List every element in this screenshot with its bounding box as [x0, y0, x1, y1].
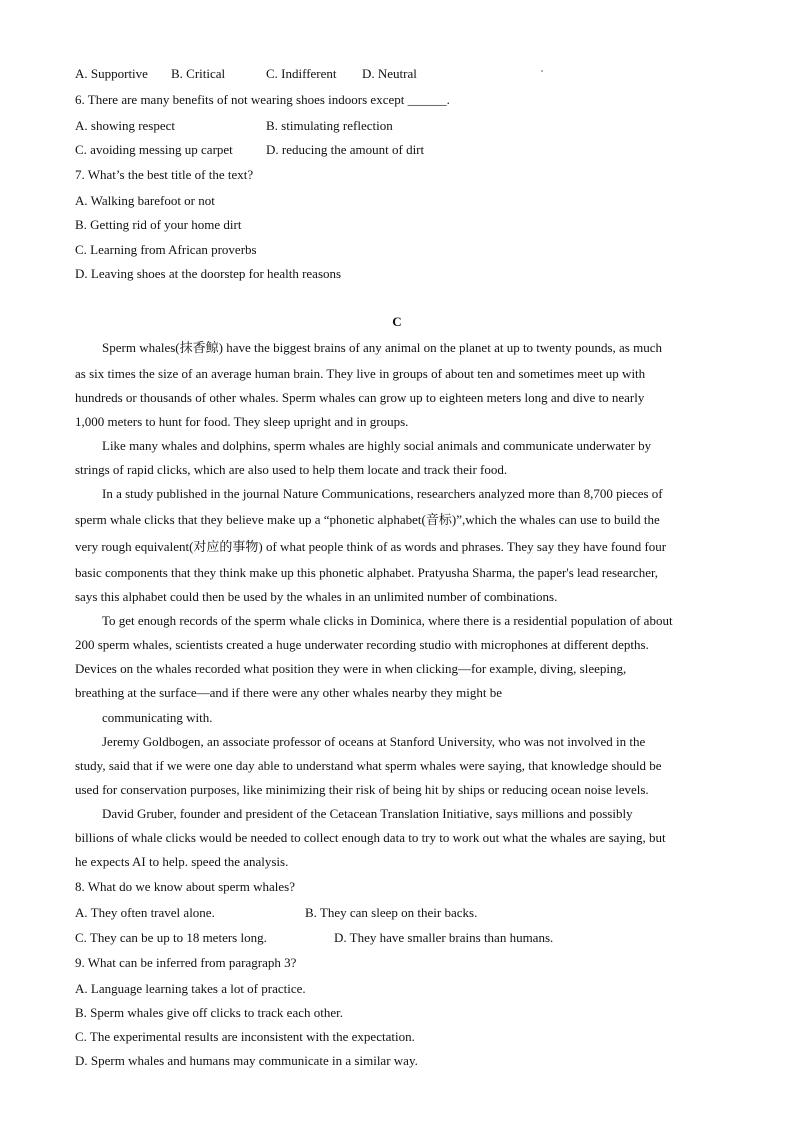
- q5-option-c: C. Indifferent: [266, 66, 337, 81]
- q8-option-a: A. They often travel alone.: [75, 905, 215, 920]
- q8-option-d: D. They have smaller brains than humans.: [334, 930, 554, 945]
- passage-line: 1,000 meters to hunt for food. They sleep upright and in groups.: [75, 414, 409, 429]
- q7-option-d: D. Leaving shoes at the doorstep for health reasons: [75, 266, 342, 281]
- q9-stem: 9. What can be inferred from paragraph 3?: [75, 955, 297, 970]
- q7-stem: 7. What’s the best title of the text?: [75, 167, 254, 182]
- q6-option-d: D. reducing the amount of dirt: [266, 142, 425, 157]
- passage-heading: C: [392, 314, 402, 329]
- q9-option-b: B. Sperm whales give off clicks to track each other.: [75, 1005, 343, 1020]
- passage-line: In a study published in the journal Nature Communications, researchers analyzed more than 8,700 pieces of: [102, 486, 663, 501]
- passage-line: David Gruber, founder and president of the Cetacean Translation Initiative, says millions and possibly: [102, 806, 633, 821]
- q7-option-c: C. Learning from African proverbs: [75, 242, 257, 257]
- passage-line: very rough equivalent(对应的事物) of what people think of as words and phrases. They say they have found four: [75, 539, 667, 554]
- q8-option-c: C. They can be up to 18 meters long.: [75, 930, 267, 945]
- passage-line: To get enough records of the sperm whale clicks in Dominica, where there is a residential population of about: [102, 613, 673, 628]
- passage-line: study, said that if we were one day able to understand what sperm whales were saying, that knowledge should be: [75, 758, 662, 773]
- passage-line: basic components that they think make up this phonetic alphabet. Pratyusha Sharma, the paper's lead researcher,: [75, 565, 659, 580]
- q7-option-a: A. Walking barefoot or not: [75, 193, 215, 208]
- passage-line: communicating with.: [102, 710, 213, 725]
- q7-option-b: B. Getting rid of your home dirt: [75, 217, 242, 232]
- passage-line: hundreds or thousands of other whales. Sperm whales can grow up to eighteen meters long and dive to nearly: [75, 390, 645, 405]
- q6-option-c: C. avoiding messing up carpet: [75, 142, 233, 157]
- passage-line: as six times the size of an average human brain. They live in groups of about ten and sometimes meet up with: [75, 366, 646, 381]
- passage-line: billions of whale clicks would be needed to collect enough data to try to work out what the whales are saying, but: [75, 830, 666, 845]
- q8-stem: 8. What do we know about sperm whales?: [75, 879, 295, 894]
- q9-option-d: D. Sperm whales and humans may communicate in a similar way.: [75, 1053, 418, 1068]
- q6-stem: 6. There are many benefits of not wearing shoes indoors except ______.: [75, 92, 450, 107]
- passage-line: he expects AI to help. speed the analysis.: [75, 854, 289, 869]
- q5-option-a: A. Supportive: [75, 66, 148, 81]
- q9-option-c: C. The experimental results are inconsistent with the expectation.: [75, 1029, 415, 1044]
- passage-line: Like many whales and dolphins, sperm whales are highly social animals and communicate underwater by: [102, 438, 652, 453]
- passage-line: strings of rapid clicks, which are also used to help them locate and track their food.: [75, 462, 508, 477]
- q9-option-a: A. Language learning takes a lot of practice.: [75, 981, 306, 996]
- stray-mark: [541, 70, 543, 72]
- passage-line: sperm whale clicks that they believe make up a “phonetic alphabet(音标)”,which the whales can use to build the: [75, 512, 660, 527]
- passage-line: Devices on the whales recorded what position they were in when clicking—for example, diving, sleeping,: [75, 661, 627, 676]
- passage-line: breathing at the surface—and if there were any other whales nearby they might be: [75, 685, 503, 700]
- passage-line: says this alphabet could then be used by the whales in an unlimited number of combinations.: [75, 589, 558, 604]
- passage-line: 200 sperm whales, scientists created a huge underwater recording studio with microphones at different depths.: [75, 637, 649, 652]
- q6-option-b: B. stimulating reflection: [266, 118, 393, 133]
- passage-line: used for conservation purposes, like minimizing their risk of being hit by ships or reducing ocean noise levels.: [75, 782, 649, 797]
- q5-option-b: B. Critical: [171, 66, 226, 81]
- q6-option-a: A. showing respect: [75, 118, 176, 133]
- passage-line: Jeremy Goldbogen, an associate professor of oceans at Stanford University, who was not involved in the: [102, 734, 646, 749]
- passage-line: Sperm whales(抹香鲸) have the biggest brains of any animal on the planet at up to twenty pounds, as much: [102, 340, 662, 355]
- q5-option-d: D. Neutral: [362, 66, 417, 81]
- q8-option-b: B. They can sleep on their backs.: [305, 905, 478, 920]
